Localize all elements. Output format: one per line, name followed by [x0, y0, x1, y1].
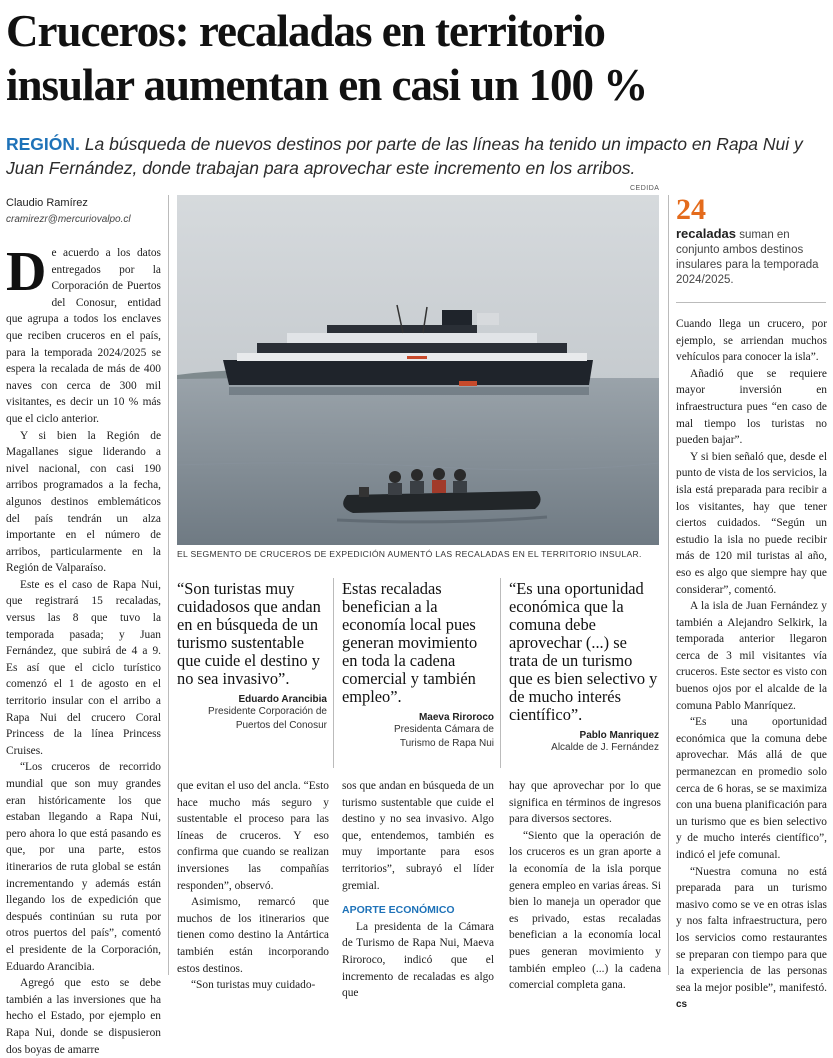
byline-email: cramirezr@mercuriovalpo.cl	[6, 214, 131, 225]
paragraph: Este es el caso de Rapa Nui, que registrará 15 recaladas, versus las 8 que tuvo la temporada pasada; y Juan Fernández, que subirá de 4 a 9. Es así que el ciclo turístico comenzó el 1 de agosto en el territorio insular con el arribo a Rapa Nui del crucero Coral Princess de la línea Princess Cruises.	[6, 578, 161, 757]
quote-text: Estas recaladas benefician a la economía local pues generan movimiento en toda la cadena comercial y también empleo”.	[342, 579, 478, 706]
quote-role: Alcalde de J. Fernández	[551, 742, 659, 753]
paragraph: “Los cruceros de recorrido mundial que son muy grandes eran históricamente los que estaban llegando a Rapa Nui, pero ahora lo que está pasando es que, por una parte, estos itinerarios de ruta global se están incrementando y además están llegando los de expedición que después continúan su ruta por otros puertos del país”, comentó el presidente de la Corporación, Eduardo Arancibia.	[6, 761, 161, 973]
headline-line-1: Cruceros: recaladas en territorio	[6, 6, 605, 56]
stat-label: recaladas	[676, 226, 736, 241]
subhead: APORTE ECONÓMICO	[342, 904, 455, 917]
column-2	[177, 778, 329, 994]
deck	[6, 132, 828, 180]
drop-cap: D	[6, 241, 47, 303]
paragraph: “Son turistas muy cuidado-	[191, 979, 316, 992]
paragraph: sos que andan en búsqueda de un turismo sustentable que cuide el destino y no sea invasivo. Algo que, entendemos, también es muy importante para esos territorios”, subrayó el líder gremial.	[342, 780, 494, 892]
paragraph: “Nuestra comuna no está preparada para un turismo masivo como se ve en otras islas y nos falta infraestructura, pero los servicios como restaurantes se preparan con tiempo para que la experiencia de las personas sea la mejor posible”, manifestó. cs	[676, 865, 827, 1011]
paragraph: Cuando llega un crucero, por ejemplo, se arriendan muchos vehículos para conocer la isla”.	[676, 318, 827, 364]
stat-number: 24	[676, 193, 706, 226]
headline	[6, 4, 826, 112]
pull-quote-2	[342, 580, 494, 751]
quote-role: Presidenta Cámara de	[393, 724, 494, 735]
column-4	[509, 778, 661, 994]
quote-text: “Son turistas muy cuidadosos que andan en en búsqueda de un turismo sustentable que cuide el destino y no sea invasivo”.	[177, 579, 321, 688]
column-5	[676, 316, 827, 1014]
end-mark: cs	[676, 999, 688, 1011]
quote-role: Presidente Corporación de	[208, 706, 327, 717]
headline-line-2: insular aumentan en casi un 100 %	[6, 60, 648, 110]
cruise-ship-photo	[177, 195, 659, 545]
paragraph: De acuerdo a los datos entregados por la Corporación de Puertos del Conosur, entidad que agrupa a todos los enclaves que reciben cruceros en el país, para la temporada 2024/2025 se espera la recalada de más de 400 naves con cerca de 300 mil visitantes, es decir un 10 % más que el ciclo anterior.	[6, 241, 161, 425]
quote-role: Puertos del Conosur	[235, 720, 327, 731]
stat-box	[676, 226, 826, 288]
paragraph: A la isla de Juan Fernández y también a Alejandro Selkirk, la temporada anterior llegaron cerca de 3 mil visitantes vía cruceros. Este sector es visto con buenos ojos por el alcalde de la comuna Pablo Manríquez.	[676, 600, 827, 712]
paragraph: Asimismo, remarcó que muchos de los itinerarios que tienen como destino la Antártica también están incorporando estos destinos.	[177, 896, 329, 975]
photo-credit: CEDIDA	[630, 185, 660, 192]
paragraph: “Es una oportunidad económica que la comuna debe aprovechar. Más allá de que permanezcan en promedio solo cerca de 6 horas, se se maximiza con una buena planificación para un turismo que es bien selectivo y de mucho interés científico”, indicó el jefe comunal.	[676, 716, 827, 861]
paragraph: La presidenta de la Cámara de Turismo de Rapa Nui, Maeva Riroroco, indicó que el incremento de recaladas es algo que	[342, 920, 494, 1000]
paragraph: Agregó que esto se debe también a las inversiones que ha hecho el Estado, por ejemplo en Rapa Nui, donde se dispusieron dos boyas de amarre	[6, 977, 161, 1056]
byline-author: Claudio Ramírez	[6, 197, 88, 209]
column-3	[342, 778, 494, 1002]
quote-text: “Es una oportunidad económica que la comuna debe aprovechar (...) se trata de un turismo que es bien selectivo y de mucho interés científico”.	[509, 579, 658, 724]
quote-name: Eduardo Arancibia	[238, 694, 327, 705]
pull-quote-3	[509, 580, 659, 755]
photo-caption: EL SEGMENTO DE CRUCEROS DE EXPEDICIÓN AUMENTÓ LAS RECALADAS EN EL TERRITORIO INSULAR.	[177, 549, 642, 559]
paragraph: hay que aprovechar por lo que significa en términos de ingresos para diversos sectores.	[509, 780, 661, 826]
paragraph: Y si bien señaló que, desde el punto de vista de los servicios, la isla está preparada para recibir a los visitantes, hay que tener ciertos cuidados. “Según un estudio la isla no puede recibir más de 120 mil turistas al año, eso es algo que siempre hay que considerar”, comentó.	[676, 450, 827, 596]
deck-kicker: REGIÓN.	[6, 134, 80, 154]
paragraph: Y si bien la Región de Magallanes sigue liderando a nivel nacional, con casi 190 arribos programados a la fecha, algunos destinos emblemáticos del país tendrán un alza importante en el número de arribos, particularmente en la Región de Valparaíso.	[6, 429, 161, 575]
photo-illustration	[177, 195, 659, 545]
paragraph: “Siento que la operación de los cruceros es un gran aporte a la economía de la isla porque genera empleo en varias áreas. Si bien lo maneja un operador que es privado, estas recaladas benefician a la economía local pues generan movimiento y también empleo (...) la cadena comercial completa gana.	[509, 829, 661, 992]
stat-text: suman en conjunto ambos destinos insulares para la temporada 2024/2025.	[676, 229, 819, 286]
pull-quote-1	[177, 580, 327, 733]
paragraph: Añadió que se requiere mayor inversión en infraestructura pues “en caso de mal tiempo los turistas no pueden bajar”.	[676, 367, 827, 447]
quote-name: Pablo Manriquez	[579, 730, 659, 741]
quote-role: Turismo de Rapa Nui	[399, 738, 494, 749]
paragraph: que evitan el uso del ancla. “Esto hace mucho más seguro y sustentable el proceso para las líneas de cruceros. Y eso confirma que cuando se realizan inversiones las compañías responden”, observó.	[177, 780, 329, 892]
quote-name: Maeva Riroroco	[418, 712, 494, 723]
deck-text: La búsqueda de nuevos destinos por parte de las líneas ha tenido un impacto en Rapa Nui y Juan Fernández, donde trabajan para aprovechar este incremento en los arribos.	[6, 134, 803, 178]
column-1	[6, 241, 161, 1058]
